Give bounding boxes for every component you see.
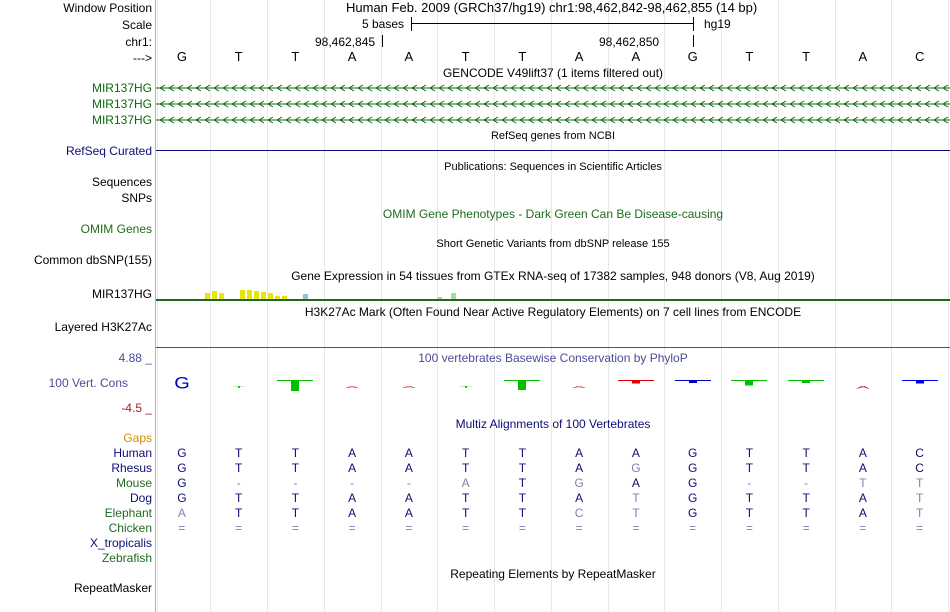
gencode-transcript[interactable] <box>156 82 950 97</box>
snp-track-title[interactable]: Short Genetic Variants from dbSNP release 155 <box>436 238 670 250</box>
gaps-label[interactable]: Gaps <box>123 431 152 445</box>
phylop-score-mark[interactable] <box>788 380 824 383</box>
strand-arrow-label: ---> <box>133 51 152 65</box>
aligned-base: A <box>404 506 413 520</box>
rmsk-track-title[interactable]: Repeating Elements by RepeatMasker <box>450 567 656 581</box>
svg-text:G: G <box>174 372 190 392</box>
phylop-min-label: -4.5 _ <box>121 401 152 415</box>
gtex-track-label[interactable]: MIR137HG <box>91 287 152 301</box>
aligned-base: A <box>631 476 640 490</box>
gtex-tissue-bar[interactable] <box>261 292 266 299</box>
reference-base: A <box>404 49 414 64</box>
aligned-base: T <box>915 506 924 520</box>
aligned-base: - <box>350 476 355 490</box>
reference-base: G <box>176 49 187 64</box>
reference-base: A <box>858 49 868 64</box>
species-label[interactable]: Dog <box>129 491 152 505</box>
aligned-base: A <box>404 461 413 475</box>
pubs-track-title[interactable]: Publications: Sequences in Scientific Articles <box>444 161 662 173</box>
aligned-base: - <box>236 476 241 490</box>
aligned-base: T <box>632 491 640 505</box>
aligned-base: C <box>915 461 924 475</box>
phylop-score-mark[interactable] <box>277 380 313 391</box>
aligned-base: T <box>745 461 754 475</box>
aligned-base: A <box>404 491 413 505</box>
aligned-base: - <box>406 476 411 490</box>
scale-label: Scale <box>121 18 152 32</box>
phylop-score-mark[interactable] <box>221 386 257 388</box>
aligned-base: - <box>747 476 752 490</box>
aligned-base: G <box>687 476 698 490</box>
gtex-tissue-bar[interactable] <box>240 290 245 299</box>
phylop-track-title[interactable]: 100 vertebrates Basewise Conservation by PhyloP <box>418 351 688 365</box>
assembly-name: hg19 <box>704 17 731 31</box>
aligned-base: A <box>575 461 584 475</box>
aligned-base: G <box>687 446 698 460</box>
aligned-base: T <box>291 446 300 460</box>
scale-text: 5 bases <box>362 17 405 31</box>
aligned-base: T <box>802 506 810 520</box>
aligned-base: T <box>859 476 867 490</box>
aligned-base: A <box>348 506 357 520</box>
aligned-base: G <box>177 446 187 460</box>
multiz-track-title[interactable]: Multiz Alignments of 100 Vertebrates <box>455 417 651 431</box>
aligned-base: T <box>915 491 924 505</box>
gencode-transcript[interactable] <box>156 114 950 129</box>
pubs-snps-label[interactable]: SNPs <box>121 191 152 205</box>
species-label[interactable]: Human <box>113 446 152 460</box>
aligned-base: T <box>461 461 470 475</box>
rmsk-track-label[interactable]: RepeatMasker <box>73 581 152 595</box>
phylop-max-label: 4.88 _ <box>118 351 152 365</box>
reference-base: G <box>687 49 698 64</box>
gencode-transcript-line[interactable] <box>156 114 950 126</box>
reference-base: T <box>745 49 754 64</box>
aligned-base: G <box>687 491 698 505</box>
aligned-base: - <box>804 476 809 490</box>
refseq-track-title[interactable]: RefSeq genes from NCBI <box>490 130 616 142</box>
gtex-baseline <box>156 299 950 301</box>
phylop-track-label[interactable]: 100 Vert. Cons <box>48 376 128 390</box>
species-label[interactable]: Elephant <box>104 506 152 520</box>
reference-base: T <box>234 49 243 64</box>
aligned-base: A <box>631 446 640 460</box>
aligned-base: - <box>293 476 298 490</box>
phylop-score-mark[interactable] <box>731 380 767 386</box>
h3k27ac-baseline <box>156 347 950 348</box>
aligned-base: T <box>291 461 300 475</box>
position-tick-1: 98,462,845 <box>315 35 376 49</box>
aligned-base: A <box>461 476 470 490</box>
aligned-base: T <box>518 506 527 520</box>
omim-track-title[interactable]: OMIM Gene Phenotypes - Dark Green Can Be Disease-causing <box>382 207 724 221</box>
aligned-base: T <box>461 491 470 505</box>
aligned-base: = <box>291 521 299 535</box>
species-label[interactable]: Mouse <box>115 476 152 490</box>
position-tick-2: 98,462,850 <box>599 35 660 49</box>
aligned-base: A <box>575 491 584 505</box>
gencode-transcript-line[interactable] <box>156 98 950 110</box>
window-position-label: Window Position <box>63 1 152 15</box>
gencode-transcript-label[interactable]: MIR137HG <box>91 97 152 111</box>
aligned-base: = <box>632 521 640 535</box>
gtex-track-title[interactable]: Gene Expression in 54 tissues from GTEx RNA-seq of 17382 samples, 948 donors (V8, Aug 2019) <box>291 269 815 283</box>
species-label[interactable]: X_tropicalis <box>89 536 152 550</box>
aligned-base: = <box>235 521 243 535</box>
aligned-base: A <box>858 491 867 505</box>
svg-text:A: A <box>402 385 416 389</box>
snp-track-label[interactable]: Common dbSNP(155) <box>33 253 152 267</box>
reference-base: T <box>461 49 470 64</box>
aligned-base: T <box>802 461 810 475</box>
aligned-base: T <box>518 461 527 475</box>
position-tick-mark-2 <box>693 35 694 47</box>
phylop-score-mark[interactable] <box>504 380 540 390</box>
h3k27ac-track-title[interactable]: H3K27Ac Mark (Often Found Near Active Regulatory Elements) on 7 cell lines from ENCODE <box>304 305 802 319</box>
aligned-base: A <box>858 461 867 475</box>
refseq-track-label[interactable]: RefSeq Curated <box>65 144 152 158</box>
aligned-base: G <box>177 491 187 505</box>
phylop-score-mark[interactable] <box>675 380 711 383</box>
aligned-base: = <box>689 521 697 535</box>
aligned-base: = <box>518 521 526 535</box>
phylop-score-mark[interactable] <box>618 380 654 384</box>
aligned-base: T <box>632 506 640 520</box>
aligned-base: T <box>745 491 754 505</box>
phylop-score-mark[interactable] <box>448 386 484 388</box>
aligned-base: A <box>348 446 357 460</box>
aligned-base: T <box>915 476 924 490</box>
refseq-gene-line[interactable] <box>156 150 950 151</box>
gtex-tissue-bar[interactable] <box>247 290 252 299</box>
aligned-base: T <box>291 506 300 520</box>
aligned-base: = <box>178 521 186 535</box>
aligned-base: T <box>518 491 527 505</box>
gencode-transcript-line[interactable] <box>156 82 950 94</box>
aligned-base: T <box>461 446 470 460</box>
h3k27ac-track-label[interactable]: Layered H3K27Ac <box>54 320 152 334</box>
aligned-base: C <box>574 506 584 520</box>
reference-base: T <box>518 49 527 64</box>
aligned-base: T <box>802 446 810 460</box>
reference-base: A <box>347 49 357 64</box>
aligned-base: T <box>745 506 754 520</box>
aligned-base: = <box>575 521 583 535</box>
aligned-base: A <box>177 506 186 520</box>
aligned-base: = <box>405 521 413 535</box>
chr-label: chr1: <box>125 35 152 49</box>
aligned-base: G <box>574 476 584 490</box>
svg-text:A: A <box>345 385 359 389</box>
omim-track-label[interactable]: OMIM Genes <box>80 222 152 236</box>
species-label[interactable]: Zebrafish <box>101 551 152 565</box>
aligned-base: = <box>859 521 867 535</box>
reference-base: C <box>914 49 925 64</box>
aligned-base: = <box>916 521 924 535</box>
gencode-transcript-label[interactable]: MIR137HG <box>91 113 152 127</box>
reference-base: A <box>631 49 641 64</box>
aligned-base: T <box>234 446 243 460</box>
reference-base: A <box>574 49 584 64</box>
aligned-base: T <box>234 506 243 520</box>
svg-text:A: A <box>856 385 870 389</box>
aligned-base: G <box>177 461 187 475</box>
aligned-base: = <box>348 521 356 535</box>
aligned-base: T <box>291 491 300 505</box>
aligned-base: = <box>802 521 810 535</box>
aligned-base: G <box>687 506 698 520</box>
aligned-base: A <box>404 446 413 460</box>
phylop-score-mark[interactable] <box>902 380 938 384</box>
reference-base: T <box>291 49 300 64</box>
aligned-base: T <box>802 491 810 505</box>
phylop-score-mark[interactable] <box>845 386 881 388</box>
scale-bar <box>411 17 694 31</box>
gencode-track-title[interactable]: GENCODE V49lift37 (1 items filtered out) <box>442 66 664 80</box>
aligned-base: A <box>575 446 584 460</box>
assembly-title: Human Feb. 2009 (GRCh37/hg19) chr1:98,462,842-98,462,855 (14 bp) <box>346 0 758 15</box>
aligned-base: T <box>234 461 243 475</box>
svg-text:T: T <box>459 385 472 389</box>
aligned-base: C <box>915 446 924 460</box>
gencode-transcript[interactable] <box>156 98 950 113</box>
phylop-score-mark[interactable] <box>561 386 597 388</box>
aligned-base: A <box>348 491 357 505</box>
species-label[interactable]: Rhesus <box>111 461 152 475</box>
phylop-score-mark[interactable] <box>391 386 427 388</box>
aligned-base: T <box>234 491 243 505</box>
aligned-base: A <box>858 446 867 460</box>
aligned-base: T <box>518 476 527 490</box>
species-label[interactable]: Chicken <box>108 521 152 535</box>
phylop-score-mark[interactable] <box>334 386 370 388</box>
aligned-base: G <box>687 461 698 475</box>
position-tick-mark-1 <box>382 35 383 47</box>
pubs-sequences-label[interactable]: Sequences <box>91 175 152 189</box>
gtex-tissue-bar[interactable] <box>212 291 217 299</box>
gencode-transcript-label[interactable]: MIR137HG <box>91 81 152 95</box>
svg-text:T: T <box>232 385 245 389</box>
aligned-base: G <box>177 476 187 490</box>
aligned-base: A <box>348 461 357 475</box>
svg-text:A: A <box>572 385 586 389</box>
aligned-base: T <box>461 506 470 520</box>
gtex-tissue-bar[interactable] <box>254 291 259 299</box>
phylop-score-mark[interactable] <box>164 372 200 392</box>
aligned-base: T <box>745 446 754 460</box>
aligned-base: A <box>858 506 867 520</box>
reference-base: T <box>802 49 811 64</box>
aligned-base: = <box>462 521 470 535</box>
aligned-base: G <box>631 461 641 475</box>
aligned-base: = <box>745 521 753 535</box>
aligned-base: T <box>518 446 527 460</box>
